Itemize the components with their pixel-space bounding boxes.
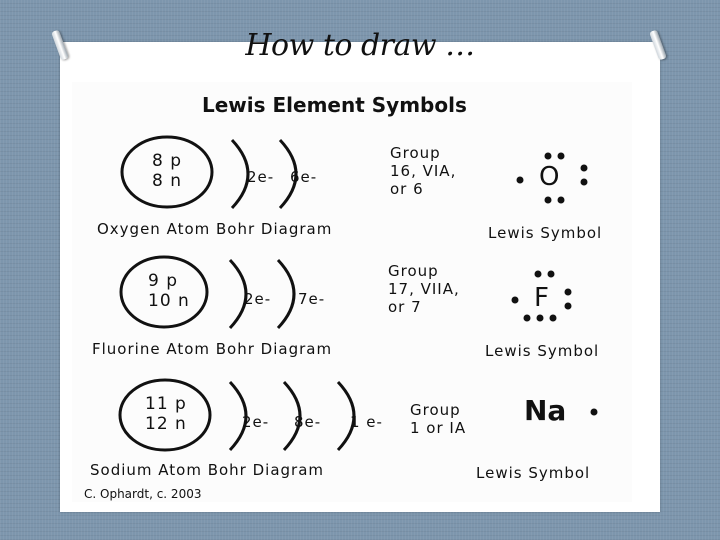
oxygen-shell-2-label: 6e- [290,168,318,186]
fluorine-caption: Fluorine Atom Bohr Diagram [92,340,333,358]
sodium-shell-2-label: 8e- [294,413,322,431]
oxygen-lewis-label: Lewis Symbol [488,224,603,242]
oxygen-group-line3: or 6 [390,180,424,198]
oxygen-caption: Oxygen Atom Bohr Diagram [97,220,333,238]
fluorine-group-line2: 17, VIIA, [388,280,460,298]
fluorine-group-line3: or 7 [388,298,422,316]
fluorine-shell-2 [278,260,294,328]
oxygen-shell-1-label: 2e- [247,168,275,186]
oxygen-protons: 8 p [152,151,183,171]
sodium-symbol: Na [524,394,567,427]
fluorine-shell-2-label: 7e- [298,290,326,308]
oxygen-group-line1: Group [390,144,441,162]
pushpin-right-icon [650,30,666,60]
sodium-shell-1-label: 2e- [242,413,270,431]
oxygen-shell-1 [232,140,248,208]
sodium-lewis-dot [591,409,598,416]
sodium-shell-3-label: 1 e- [350,413,383,431]
fluorine-group-line1: Group [388,262,439,280]
sodium-group-line2: 1 or IA [410,419,467,437]
lewis-diagram-svg [72,82,632,502]
fluorine-symbol: F [534,283,549,313]
sodium-neutrons: 12 n [145,414,187,434]
sodium-protons: 11 p [145,394,187,414]
fluorine-lewis-label: Lewis Symbol [485,342,600,360]
sodium-lewis-label: Lewis Symbol [476,464,591,482]
oxygen-symbol: O [539,162,560,192]
sodium-caption: Sodium Atom Bohr Diagram [90,461,325,479]
figure-title: Lewis Element Symbols [202,93,467,117]
lewis-figure [72,82,632,502]
slide-title: How to draw … [245,28,475,63]
figure-credit: C. Ophardt, c. 2003 [84,487,202,501]
fluorine-protons: 9 p [148,271,179,291]
pushpin-left-icon [52,30,68,60]
fluorine-neutrons: 10 n [148,291,190,311]
sodium-group-line1: Group [410,401,461,419]
fluorine-shell-1-label: 2e- [244,290,272,308]
oxygen-neutrons: 8 n [152,171,182,191]
oxygen-group-line2: 16, VIA, [390,162,457,180]
